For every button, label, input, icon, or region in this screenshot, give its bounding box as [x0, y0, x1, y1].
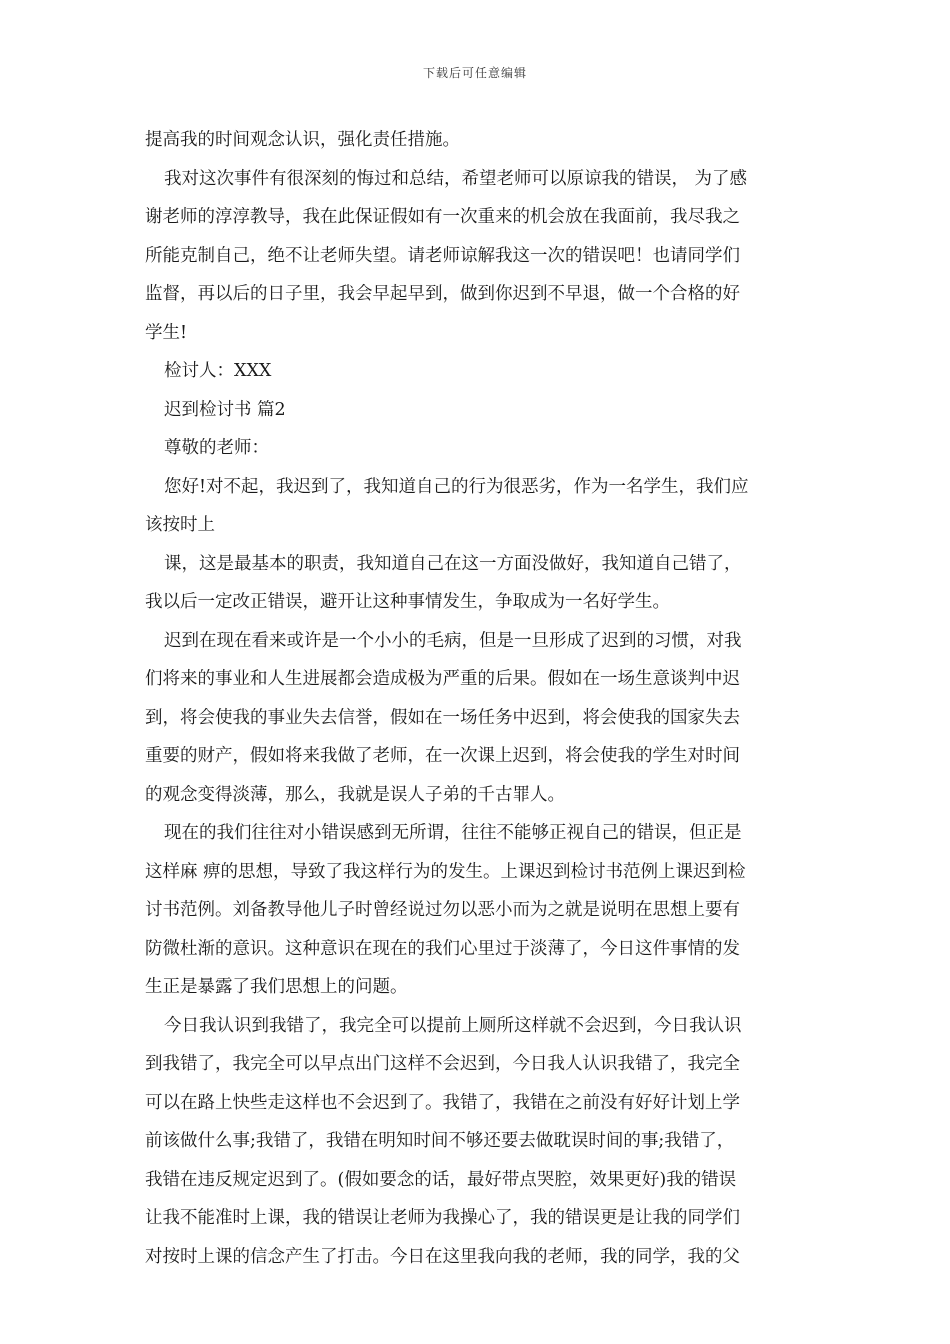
- text-line: 提高我的时间观念认识，强化责任措施。: [145, 130, 460, 150]
- text-line: 对按时上课的信念产生了打击。今日在这里我向我的老师，我的同学，我的父: [145, 1246, 740, 1267]
- text-line: 学生!: [145, 322, 188, 343]
- text-line: 们将来的事业和人生进展都会造成极为严重的后果。假如在一场生意谈判中迟: [145, 669, 740, 689]
- page-header: 下载后可任意编辑: [422, 66, 527, 80]
- text-line: 现在的我们往往对小错误感到无所谓，往往不能够正视自己的错误，但正是: [164, 823, 742, 843]
- text-line: 我错在违反规定迟到了。(假如要念的话，最好带点哭腔，效果更好)我的错误: [145, 1169, 737, 1190]
- text-line: 重要的财产，假如将来我做了老师，在一次课上迟到，将会使我的学生对时间: [145, 746, 740, 766]
- text-line: 防微杜渐的意识。这种意识在现在的我们心里过于淡薄了，今日这件事情的发: [145, 938, 740, 959]
- text-line: 的观念变得淡薄，那么，我就是误人子弟的千古罪人。: [145, 784, 565, 805]
- document-body: [145, 121, 810, 1276]
- text-line: 我对这次事件有很深刻的悔过和总结，希望老师可以原谅我的错误， 为了感: [164, 168, 748, 189]
- text-line: 检讨人：XXX: [164, 361, 272, 381]
- text-line: 前该做什么事;我错了，我错在明知时间不够还要去做耽误时间的事;我错了，: [145, 1131, 735, 1151]
- text-line: 生正是暴露了我们思想上的问题。: [145, 977, 408, 997]
- text-line: 我以后一定改正错误，避开让这种事情发生，争取成为一名好学生。: [145, 592, 670, 612]
- text-line: 监督，再以后的日子里，我会早起早到，做到你迟到不早退，做一个合格的好: [145, 284, 740, 304]
- text-line: 课，这是最基本的职责，我知道自己在这一方面没做好，我知道自己错了，: [164, 553, 742, 574]
- text-line: 讨书范例。刘备教导他儿子时曾经说过勿以恶小而为之就是说明在思想上要有: [145, 900, 740, 920]
- text-line: 迟到检讨书 篇2: [164, 399, 286, 420]
- text-line: 谢老师的淳淳教导，我在此保证假如有一次重来的机会放在我面前，我尽我之: [145, 207, 740, 227]
- text-line: 今日我认识到我错了，我完全可以提前上厕所这样就不会迟到，今日我认识: [164, 1015, 742, 1036]
- text-line: 到我错了，我完全可以早点出门这样不会迟到，今日我人认识我错了，我完全: [145, 1054, 740, 1074]
- text-line: 该按时上: [145, 515, 215, 535]
- text-line: 迟到在现在看来或许是一个小小的毛病，但是一旦形成了迟到的习惯，对我: [164, 630, 742, 651]
- text-line: 让我不能准时上课，我的错误让老师为我操心了，我的错误更是让我的同学们: [145, 1208, 740, 1228]
- text-line: 这样麻 痹的思想，导致了我这样行为的发生。上课迟到检讨书范例上课迟到检: [145, 861, 746, 882]
- text-line: 可以在路上快些走这样也不会迟到了。我错了，我错在之前没有好好计划上学: [145, 1092, 740, 1113]
- text-line: 尊敬的老师：: [164, 438, 269, 458]
- text-line: 您好!对不起，我迟到了，我知道自己的行为很恶劣，作为一名学生，我们应: [164, 476, 749, 497]
- text-line: 所能克制自己，绝不让老师失望。请老师谅解我这一次的错误吧！也请同学们: [145, 245, 740, 266]
- text-line: 到，将会使我的事业失去信誉，假如在一场任务中迟到，将会使我的国家失去: [145, 707, 740, 728]
